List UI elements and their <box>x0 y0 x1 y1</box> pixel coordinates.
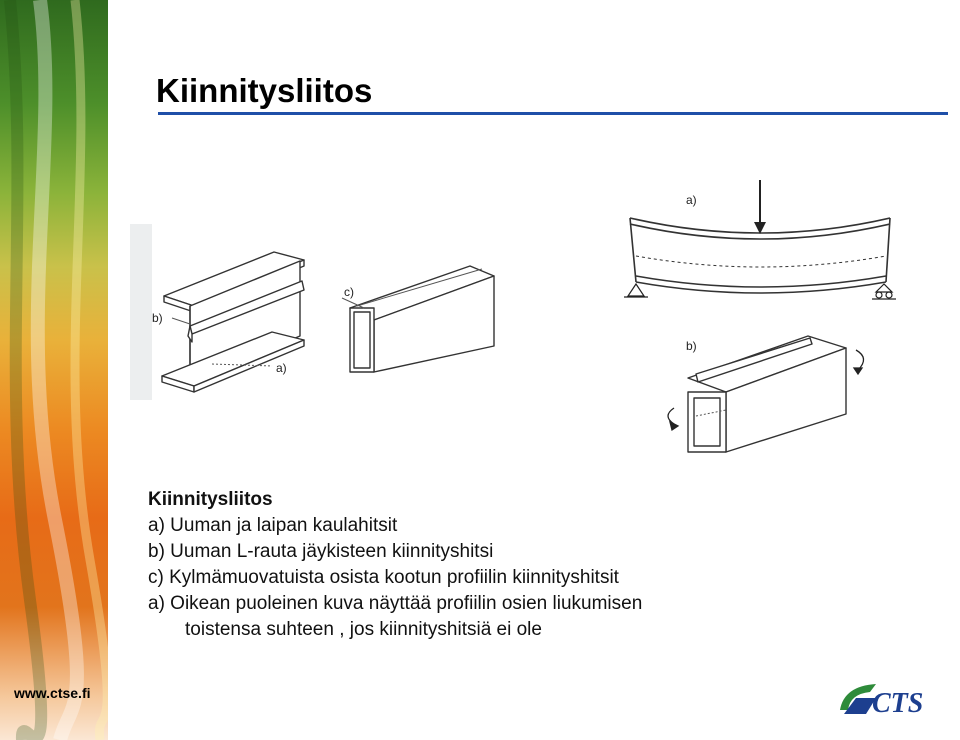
down-arrow-icon <box>754 180 766 234</box>
section-heading: Kiinnitysliitos <box>148 489 273 510</box>
logo-text: CTS <box>872 688 924 719</box>
description-block <box>148 487 642 643</box>
title-underline <box>158 112 948 115</box>
label-a-left: a) <box>276 361 287 375</box>
right-slip-figure <box>600 178 920 468</box>
roller-support-icon <box>872 284 896 299</box>
list-item-continuation: toistensa suhteen , jos kiinnityshitsiä ei ole <box>185 619 542 640</box>
footer-url: www.ctse.fi <box>14 685 91 701</box>
figure-background-strip <box>130 224 152 400</box>
label-b-right: b) <box>686 339 697 353</box>
list-item: a) Oikean puoleinen kuva näyttää profiilin osien liukumisen <box>148 593 643 614</box>
label-b-left: b) <box>152 311 163 325</box>
list-item: c) Kylmämuovatuista osista kootun profiilin kiinnityshitsit <box>148 567 619 588</box>
left-weld-figure <box>152 236 512 406</box>
label-c-left: c) <box>344 285 354 299</box>
pin-support-icon <box>624 284 648 297</box>
ctse-logo <box>836 680 958 720</box>
decorative-side-band <box>0 0 108 740</box>
slide-title: Kiinnitysliitos <box>156 72 373 109</box>
label-a-right: a) <box>686 193 697 207</box>
list-item: a) Uuman ja laipan kaulahitsit <box>148 515 398 536</box>
list-item: b) Uuman L-rauta jäykisteen kiinnityshitsi <box>148 541 494 562</box>
